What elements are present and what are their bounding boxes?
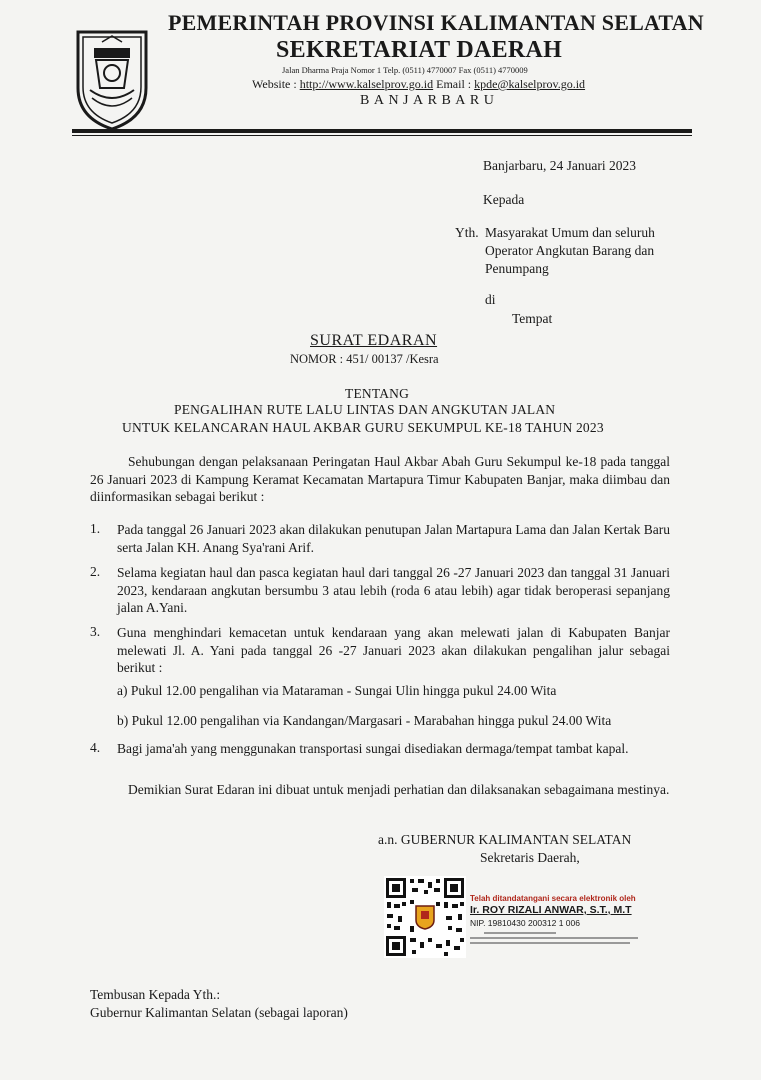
list-item: Bagi jama'ah yang menggunakan transportasi sungai disediakan dermaga/tempat tambat kapal. xyxy=(117,741,629,756)
subject-line: PENGALIHAN RUTE LALU LINTAS DAN ANGKUTAN JALAN xyxy=(174,402,556,417)
item-number: 1. xyxy=(90,521,101,536)
website-link[interactable]: http://www.kalselprov.go.id xyxy=(299,77,434,91)
letterhead-divider-thick xyxy=(72,129,692,133)
letter-date: Banjarbaru, 24 Januari 2023 xyxy=(483,158,636,173)
tempat-label: Tempat xyxy=(512,311,553,326)
letterhead-office-name: SEKRETARIAT DAERAH xyxy=(276,37,563,63)
signatory-on-behalf: a.n. GUBERNUR KALIMANTAN SELATAN xyxy=(378,832,632,847)
tentang-label: TENTANG xyxy=(345,386,410,401)
subject-line: UNTUK KELANCARAN HAUL AKBAR GURU SEKUMPUL KE-18 TAHUN 2023 xyxy=(122,420,604,435)
signatory-nip: NIP. 19810430 200312 1 006 xyxy=(470,918,580,928)
yth-prefix: Yth. xyxy=(455,225,479,240)
document-title: SURAT EDARAN xyxy=(310,332,438,349)
esign-fineprint xyxy=(470,931,640,950)
letterhead-address: Jalan Dharma Praja Nomor 1 Telp. (0511) 4770007 Fax (0511) 4770009 xyxy=(282,65,528,75)
item-number: 4. xyxy=(90,740,101,755)
list-item: Guna menghindari kemacetan untuk kendaraan yang akan melewati jalan di Kabupaten Banjar melewati Jl. A. Yani pada tanggal 26 -27 Januari 2023 akan dilakukan pengalihan jalur sebagai berikut : xyxy=(117,625,670,675)
kepada-label: Kepada xyxy=(483,192,525,207)
letterhead-government-name: PEMERINTAH PROVINSI KALIMANTAN SELATAN xyxy=(168,10,704,35)
email-link[interactable]: kpde@kalselprov.go.id xyxy=(474,77,586,91)
item-number: 2. xyxy=(90,564,101,579)
cc-label: Tembusan Kepada Yth.: xyxy=(90,987,221,1002)
website-label: Website : xyxy=(252,77,300,91)
item-number: 3. xyxy=(90,624,101,639)
email-label: Email : xyxy=(433,77,475,91)
letterhead-divider-thin xyxy=(72,135,692,136)
closing-paragraph: Demikian Surat Edaran ini dibuat untuk menjadi perhatian dan dilaksanakan sebagaimana mestinya. xyxy=(128,782,670,797)
signatory-position: Sekretaris Daerah, xyxy=(480,850,580,865)
list-item: Selama kegiatan haul dan pasca kegiatan haul dari tanggal 26 -27 Januari 2023 dan tanggal 31 Januari 2023, kendaraan angkutan bersumbu 3 atau lebih (roda 6 atau lebih) agar tidak beroperasi sepanjang jalan A.Yani. xyxy=(117,565,670,615)
signatory-name: Ir. ROY RIZALI ANWAR, S.T., M.T xyxy=(470,904,632,916)
list-item: Pada tanggal 26 Januari 2023 akan dilakukan penutupan Jalan Martapura Lama dan Jalan Kertak Baru serta Jalan KH. Anang Sya'rani Arif. xyxy=(117,522,670,555)
esign-notice: Telah ditandatangani secara elektronik oleh xyxy=(470,894,636,903)
provincial-emblem-logo xyxy=(72,28,152,132)
qr-code xyxy=(384,876,466,958)
sub-item: a) Pukul 12.00 pengalihan via Mataraman - Sungai Ulin hingga pukul 24.00 Wita xyxy=(117,683,557,698)
di-label: di xyxy=(485,292,496,307)
cc-recipient: Gubernur Kalimantan Selatan (sebagai laporan) xyxy=(90,1005,348,1020)
recipient-line: Masyarakat Umum dan seluruh xyxy=(485,225,655,240)
letterhead-city: BANJARBARU xyxy=(360,93,499,108)
recipient-line: Operator Angkutan Barang dan xyxy=(485,243,655,258)
document-number: NOMOR : 451/ 00137 /Kesra xyxy=(290,352,439,366)
sub-item: b) Pukul 12.00 pengalihan via Kandangan/Margasari - Marabahan hingga pukul 24.00 Wita xyxy=(117,713,612,728)
intro-paragraph: Sehubungan dengan pelaksanaan Peringatan Haul Akbar Abah Guru Sekumpul ke-18 pada tanggal 26 Januari 2023 di Kampung Keramat Kecamatan Martapura Timur Kabupaten Banjar, maka diimbau dan diinformasikan sebagai berikut : xyxy=(90,454,670,504)
recipient-line: Penumpang xyxy=(485,261,549,276)
letterhead-contact xyxy=(252,77,585,92)
